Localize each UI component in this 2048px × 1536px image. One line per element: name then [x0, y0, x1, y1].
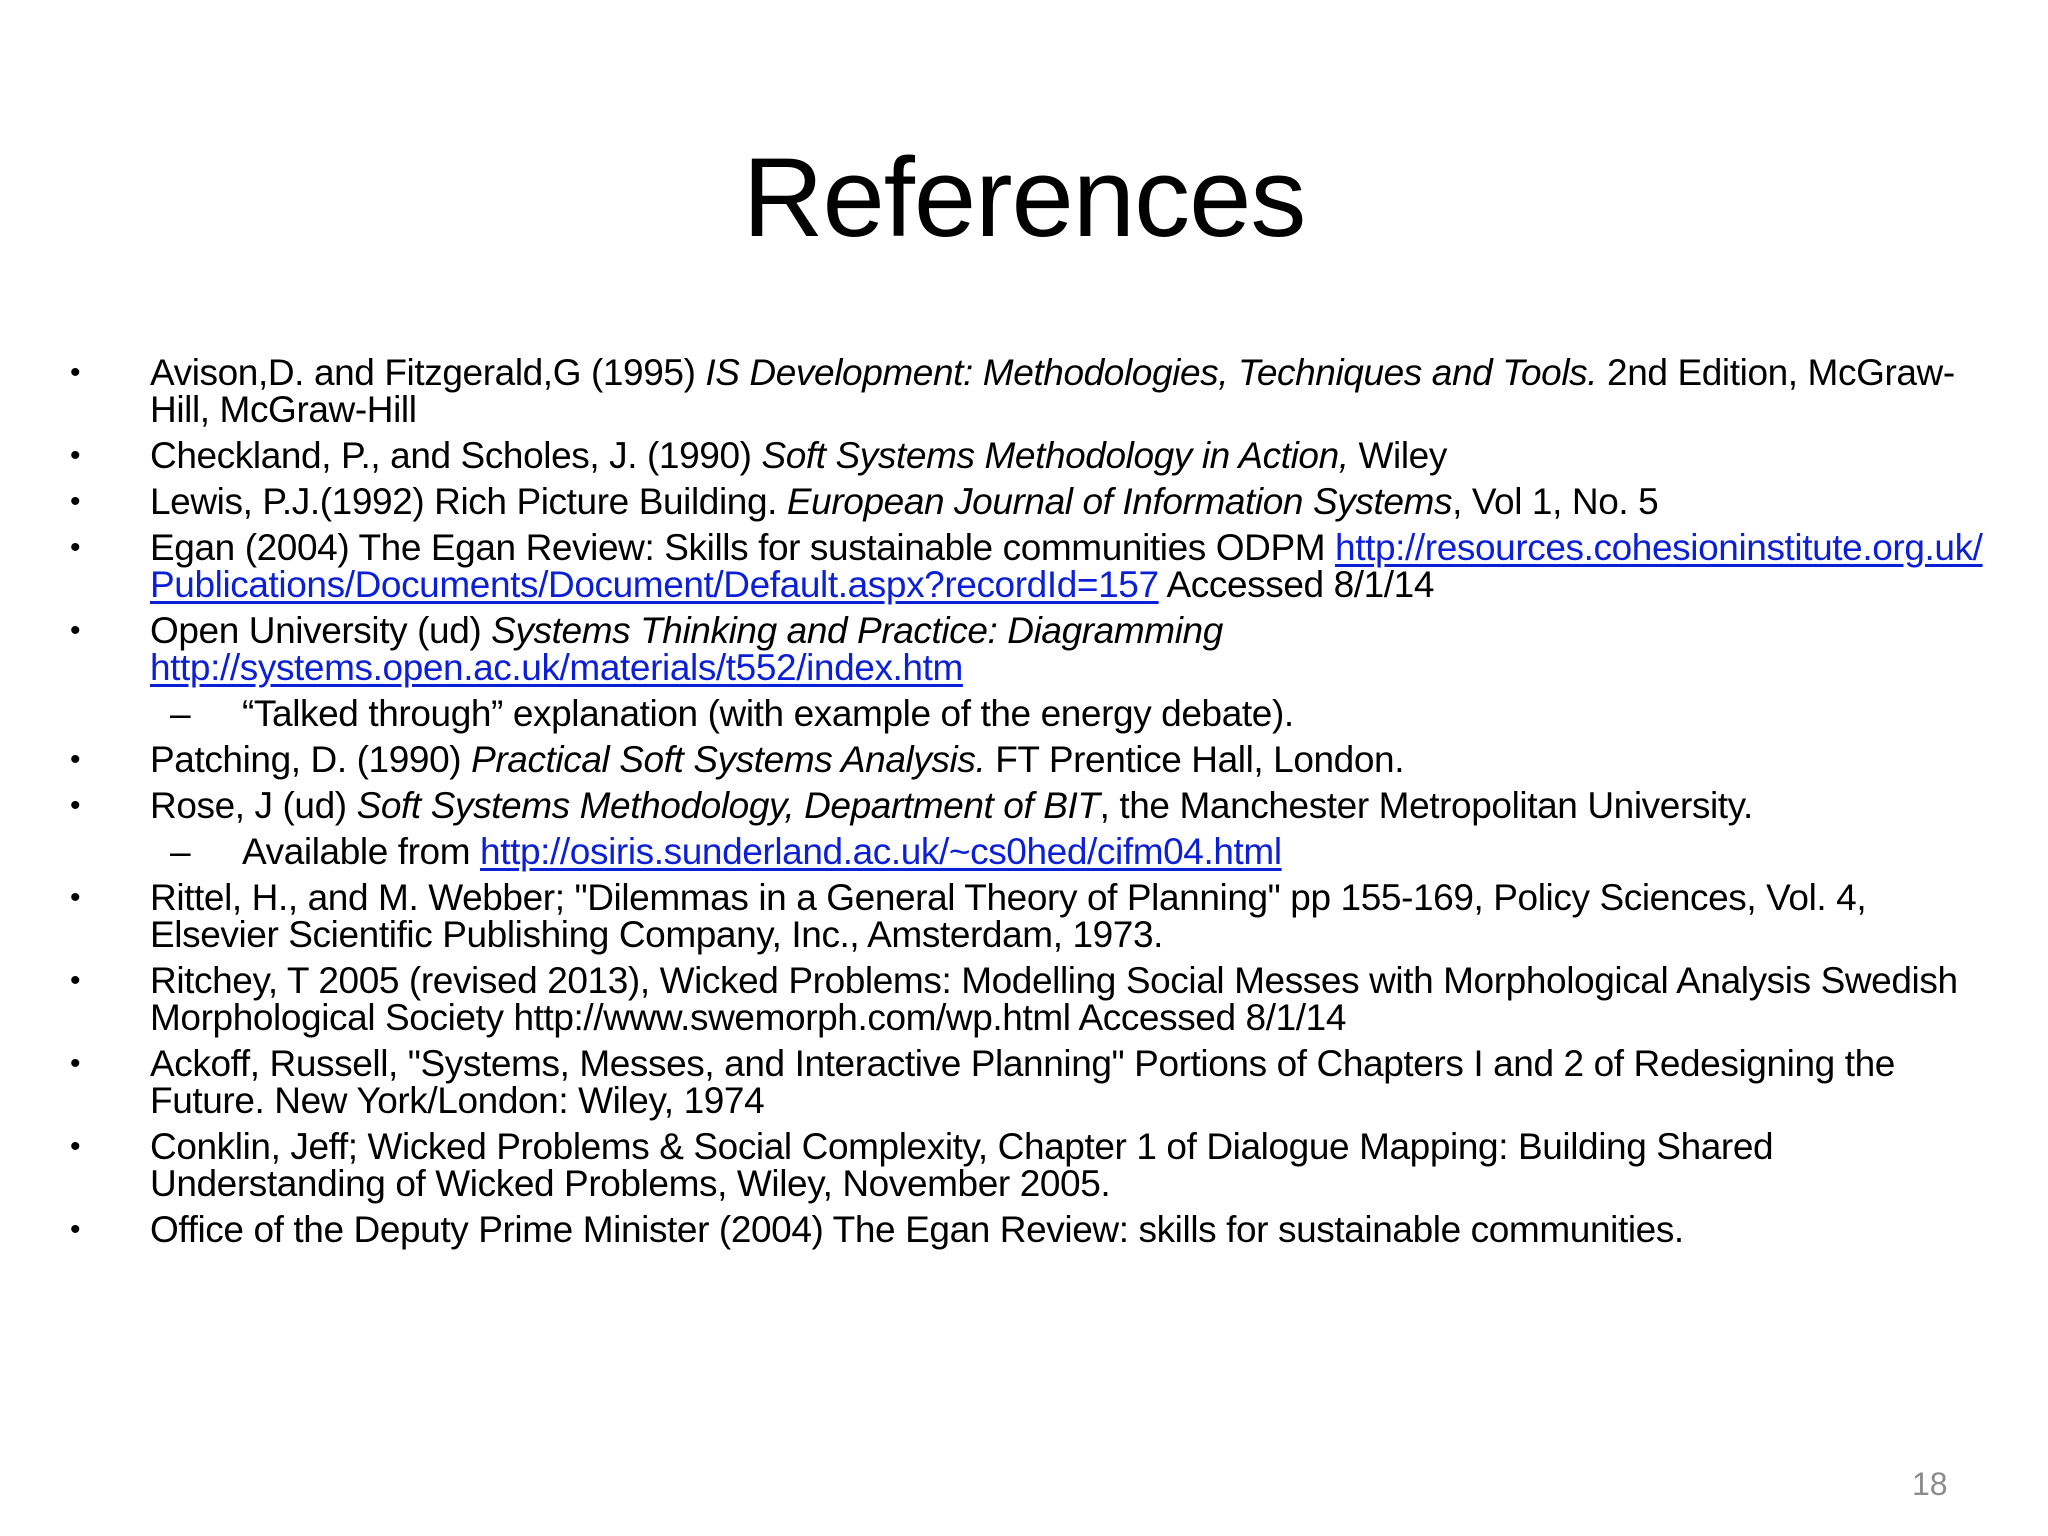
- reference-text: Lewis, P.J.(1992) Rich Picture Building.: [150, 481, 787, 522]
- reference-item-checkland: [64, 437, 2004, 474]
- reference-item-patching: [64, 741, 2004, 778]
- reference-text: Open University (ud): [150, 610, 492, 651]
- dash-icon: –: [170, 831, 191, 872]
- reference-text: 2nd Edition, McGraw-Hill, McGraw-Hill: [150, 352, 1955, 430]
- reference-item-lewis: [64, 483, 2004, 520]
- sub-item-text: “Talked through” explanation (with example of the energy debate).: [242, 693, 1294, 734]
- reference-item-odpm: [64, 1211, 2004, 1248]
- reference-text: FT Prentice Hall, London.: [985, 739, 1405, 780]
- slide-title: References: [742, 135, 1306, 260]
- bullet-icon: •: [70, 439, 81, 472]
- reference-item-egan: [64, 529, 2004, 603]
- dash-icon: –: [170, 693, 191, 734]
- bullet-icon: •: [70, 356, 81, 389]
- bullet-icon: •: [70, 964, 81, 997]
- bullet-icon: •: [70, 881, 81, 914]
- bullet-icon: •: [70, 1130, 81, 1163]
- bullet-icon: •: [70, 531, 81, 564]
- reference-link-open-systems[interactable]: http://systems.open.ac.uk/materials/t552/index.htm: [150, 647, 963, 688]
- reference-link-sunderland[interactable]: http://osiris.sunderland.ac.uk/~cs0hed/cifm04.html: [480, 831, 1282, 872]
- sub-item-talked-through: [64, 695, 2004, 732]
- bullet-icon: •: [70, 743, 81, 776]
- reference-text: Rose, J (ud): [150, 785, 357, 826]
- reference-item-conklin: [64, 1128, 2004, 1202]
- bullet-icon: •: [70, 614, 81, 647]
- reference-text: Office of the Deputy Prime Minister (2004) The Egan Review: skills for sustainable communities.: [150, 1209, 1684, 1250]
- reference-title: Soft Systems Methodology in Action,: [761, 435, 1349, 476]
- reference-link-cohesion[interactable]: http://resources.cohesioninstitute.org.uk/Publications/Documents/Document/Default.aspx?recordId=157: [150, 527, 1983, 605]
- reference-item-open-university: [64, 612, 2004, 686]
- reference-title: IS Development: Methodologies, Techniques and Tools.: [705, 352, 1598, 393]
- reference-text: Avison,D. and Fitzgerald,G (1995): [150, 352, 706, 393]
- reference-text: Egan (2004) The Egan Review: Skills for sustainable communities ODPM: [150, 527, 1336, 568]
- reference-title: European Journal of Information Systems: [786, 481, 1453, 522]
- reference-text: Accessed 8/1/14: [1158, 564, 1435, 605]
- reference-text: Patching, D. (1990): [150, 739, 472, 780]
- reference-text: Wiley: [1348, 435, 1447, 476]
- reference-item-avison: [64, 354, 2004, 428]
- reference-text: Rittel, H., and M. Webber; "Dilemmas in a General Theory of Planning" pp 155-169, Policy Sciences, Vol. 4, Elsevier Scientific Publishing Company, Inc., Amsterdam, 1973.: [150, 877, 1867, 955]
- page-number: 18: [1912, 1466, 1948, 1502]
- reference-text: , Vol 1, No. 5: [1452, 481, 1659, 522]
- reference-text: Checkland, P., and Scholes, J. (1990): [150, 435, 762, 476]
- reference-text: , the Manchester Metropolitan University.: [1099, 785, 1753, 826]
- reference-list: [64, 354, 2004, 1257]
- reference-title: Soft Systems Methodology, Department of BIT: [356, 785, 1100, 826]
- reference-item-rose: [64, 787, 2004, 824]
- reference-title: Practical Soft Systems Analysis.: [471, 739, 986, 780]
- bullet-icon: •: [70, 789, 81, 822]
- bullet-icon: •: [70, 1047, 81, 1080]
- reference-item-ackoff: [64, 1045, 2004, 1119]
- reference-item-ritchey: [64, 962, 2004, 1036]
- reference-item-rittel: [64, 879, 2004, 953]
- reference-text: Conklin, Jeff; Wicked Problems & Social Complexity, Chapter 1 of Dialogue Mapping: Building Shared Understanding of Wicked Problems, Wiley, November 2005.: [150, 1126, 1774, 1204]
- bullet-icon: •: [70, 485, 81, 518]
- sub-item-text: Available from: [242, 831, 481, 872]
- reference-text: Ritchey, T 2005 (revised 2013), Wicked Problems: Modelling Social Messes with Morphological Analysis Swedish Morphological Society http://www.swemorph.com/wp.html Accessed 8/1/14: [150, 960, 1958, 1038]
- reference-text: Ackoff, Russell, "Systems, Messes, and Interactive Planning" Portions of Chapters I and 2 of Redesigning the Future. New York/London: Wiley, 1974: [150, 1043, 1895, 1121]
- sub-item-available-from: [64, 833, 2004, 870]
- reference-title: Systems Thinking and Practice: Diagramming: [491, 610, 1223, 651]
- bullet-icon: •: [70, 1213, 81, 1246]
